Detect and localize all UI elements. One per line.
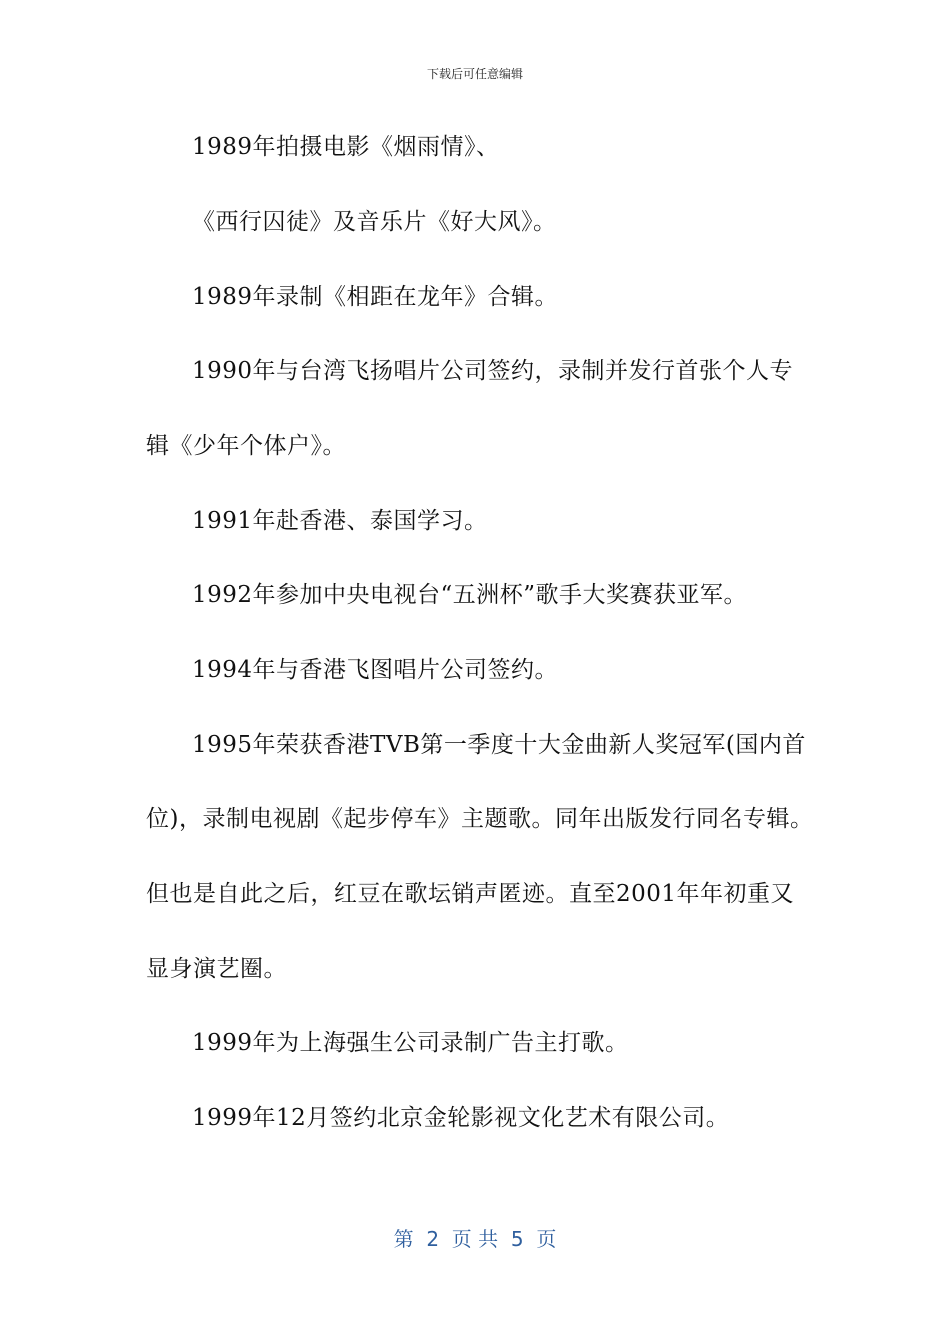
body-line-10: 位)，录制电视剧《起步停车》主题歌。同年出版发行同名专辑。 [146, 806, 814, 832]
body-line-7: 1992年参加中央电视台“五洲杯”歌手大奖赛获亚军。 [192, 582, 748, 608]
page-number-footer: 第 2 页 共 5 页 [393, 1227, 557, 1251]
body-line-2: 《西行囚徒》及音乐片《好大风》。 [192, 209, 557, 235]
body-line-9: 1995年荣获香港TVB第一季度十大金曲新人奖冠军(国内首 [192, 732, 806, 758]
body-line-8: 1994年与香港飞图唱片公司签约。 [192, 657, 559, 683]
body-line-1: 1989年拍摄电影《烟雨情》、 [192, 134, 500, 160]
body-line-14: 1999年12月签约北京金轮影视文化艺术有限公司。 [192, 1105, 730, 1131]
body-line-12: 显身演艺圈。 [146, 956, 287, 982]
body-line-3: 1989年录制《相距在龙年》合辑。 [192, 284, 559, 310]
body-line-11: 但也是自此之后，红豆在歌坛销声匿迹。直至2001年年初重又 [146, 881, 795, 907]
body-line-13: 1999年为上海强生公司录制广告主打歌。 [192, 1030, 629, 1056]
page-header: 下载后可任意编辑 [426, 67, 523, 81]
body-line-5: 辑《少年个体户》。 [146, 433, 346, 459]
body-line-6: 1991年赴香港、泰国学习。 [192, 508, 488, 534]
body-line-4: 1990年与台湾飞扬唱片公司签约，录制并发行首张个人专 [192, 358, 794, 384]
